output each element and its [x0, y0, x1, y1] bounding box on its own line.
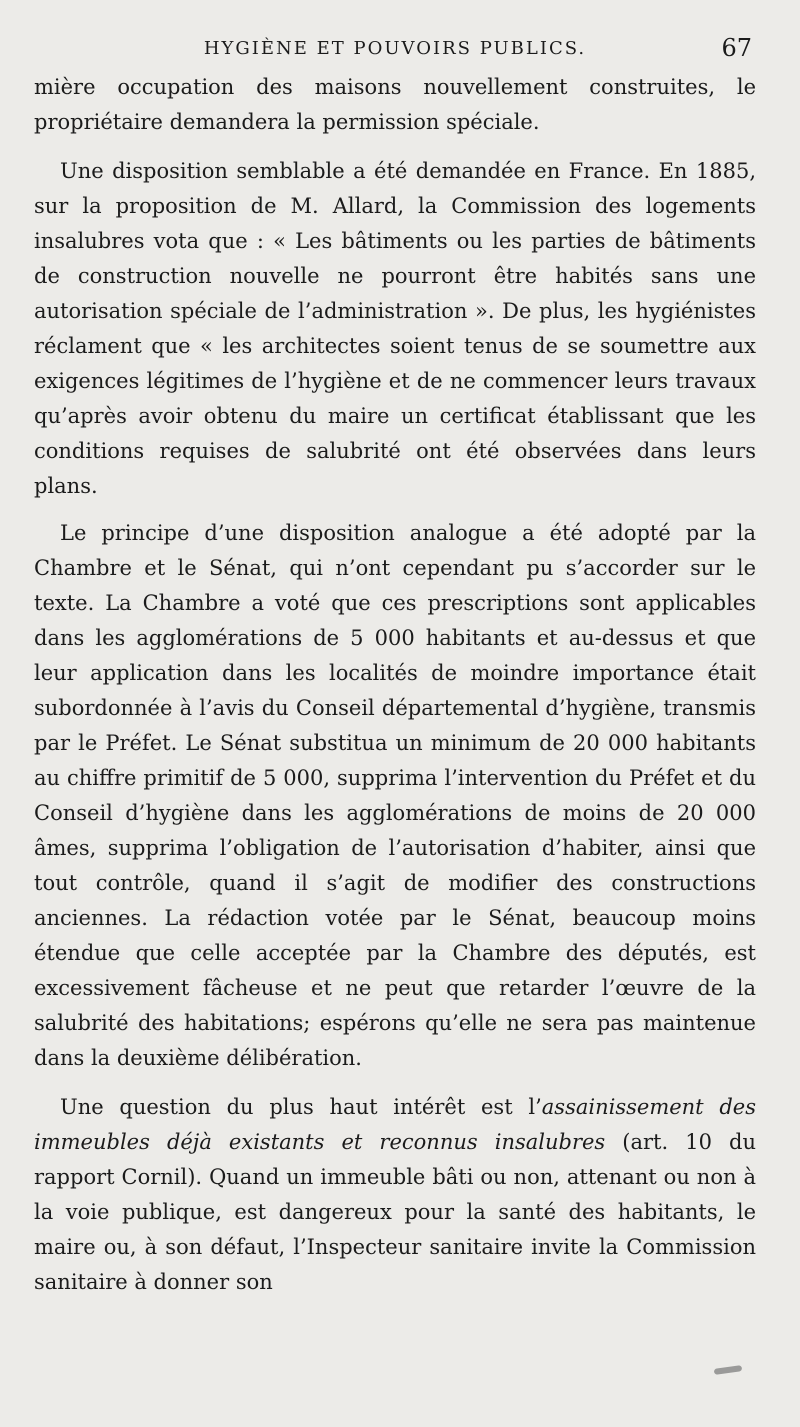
- paragraph-3: Le principe d’une disposition analogue a été adopté par la Chambre et le Sénat, qui n’ont cependant pu s’accorder sur le texte. La Chambre a voté que ces prescriptions sont applicables dans les agglomérations de 5 000 habitants et au-dessus et que leur application dans les localités de moindre importance était subordonnée à l’avis du Conseil départemental d’hygiène, transmis par le Préfet. Le Sénat substitua un minimum de 20 000 habitants au chiffre primitif de 5 000, supprima l’intervention du Préfet et du Conseil d’hygiène dans les agglomérations de moins de 20 000 âmes, supprima l’obligation de l’autorisation d’habiter, ainsi que tout contrôle, quand il s’agit de modifier des constructions anciennes. La rédaction votée par le Sénat, beaucoup moins étendue que celle acceptée par la Chambre des députés, est excessivement fâcheuse et ne peut que retarder l’œuvre de la salubrité des habitations; espérons qu’elle ne sera pas maintenue dans la deuxième délibération.: [34, 521, 756, 1070]
- paragraph-4-end: (art. 10 du rapport Cornil). Quand un immeuble bâti ou non, attenant ou non à la voie publique, est dangereux pour la santé des habitants, le maire ou, à son défaut, l’Inspecteur sanitaire invite la Commission sanitaire à donner son: [34, 1130, 756, 1294]
- paragraph-4-start: Une question du plus haut intérêt est l’: [60, 1095, 542, 1119]
- paragraph-1: mière occupation des maisons nouvellement construites, le propriétaire demandera la permission spéciale.: [34, 75, 756, 134]
- page-number: 67: [721, 34, 752, 62]
- paragraph-2: Une disposition semblable a été demandée en France. En 1885, sur la proposition de M. Allard, la Commission des logements insalubres vota que : « Les bâtiments ou les parties de bâtiments de construction nouvelle ne pourront être habités sans une autorisation spéciale de l’administration ». De plus, les hygiénistes réclament que « les architectes soient tenus de se soumettre aux exigences légitimes de l’hygiène et de ne commencer leurs travaux qu’après avoir obtenu du maire un certificat établissant que les conditions requises de salubrité ont été observées dans leurs plans.: [34, 159, 756, 498]
- paragraph-4-italic: assainissement des immeubles déjà existants et reconnus insalubres: [34, 1095, 756, 1154]
- running-title: HYGIÈNE ET POUVOIRS PUBLICS.: [203, 38, 587, 59]
- body-text: [34, 70, 756, 1300]
- running-header: [34, 30, 756, 70]
- paragraph-4: [34, 1090, 756, 1300]
- printer-mark-icon: [714, 1365, 743, 1375]
